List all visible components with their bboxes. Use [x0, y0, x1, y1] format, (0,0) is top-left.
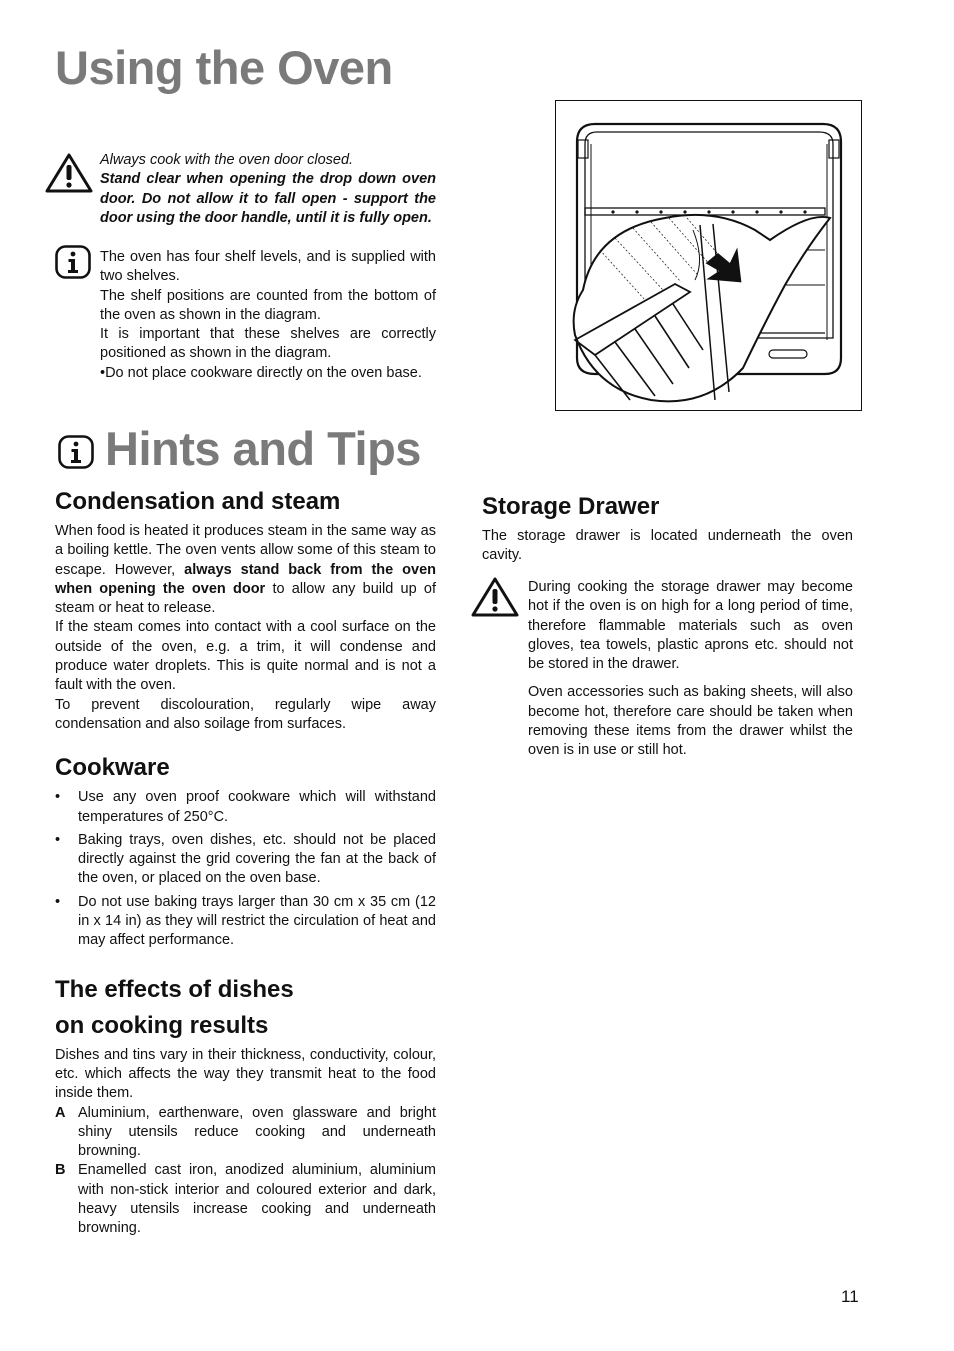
storage-warning-p2: Oven accessories such as baking sheets, will also become hot, therefore care should be taken when removing these items from the drawer whilst the oven is in use or still hot.: [528, 684, 853, 759]
warning-line-door: Stand clear when opening the drop down oven door. Do not allow it to fall open - support the door using the door handle, until it is fully open.: [100, 171, 436, 226]
list-item: [55, 1161, 436, 1238]
oven-shelf-diagram: [555, 100, 862, 411]
bullet-glyph: •: [55, 789, 61, 806]
warning-triangle-icon: [45, 153, 93, 193]
list-item: [55, 893, 436, 951]
storage-warning: [528, 578, 853, 761]
page-title-hints: Hints and Tips: [105, 422, 421, 475]
info-icon: [58, 435, 94, 469]
storage-heading: Storage Drawer: [482, 493, 660, 520]
effects-item-text: Enamelled cast iron, anodized aluminium, aluminium with non-stick interior and coloured exterior and dark, heavy utensils increase cooking and underneath browning.: [78, 1162, 436, 1237]
condensation-paragraph-3: To prevent discolouration, regularly wipe away condensation and also soilage from surfaces.: [55, 696, 436, 732]
condensation-paragraph-1: [55, 522, 436, 618]
shelf-info-p1: The oven has four shelf levels, and is supplied with two shelves.: [100, 249, 436, 285]
left-column: [55, 484, 436, 1239]
condensation-text-bold: always stand back from the oven when opening the oven door: [55, 561, 436, 597]
info-icon: [55, 245, 91, 279]
condensation-paragraph-2: If the steam comes into contact with a cool surface on the outside of the oven, e.g. a trim, it will condense and produce water droplets. This is quite normal and is not a fault with the oven.: [55, 619, 436, 694]
condensation-heading: Condensation and steam: [55, 488, 341, 515]
storage-warning-p1: During cooking the storage drawer may become hot if the oven is on high for a long period of time, therefore flammable materials such as oven gloves, tea towels, plastic aprons etc. should not be stored in the drawer.: [528, 579, 853, 673]
page-number: 11: [841, 1287, 859, 1306]
list-item: [55, 831, 436, 889]
bullet-glyph: •: [55, 893, 61, 910]
shelf-info-p2: The shelf positions are counted from the bottom of the oven as shown in the diagram.: [100, 287, 436, 323]
item-letter: B: [55, 1162, 66, 1179]
effects-item-text: Aluminium, earthenware, oven glassware and bright shiny utensils reduce cooking and underneath browning.: [78, 1104, 436, 1160]
shelf-info: [100, 248, 436, 383]
cookware-item-text: Use any oven proof cookware which will withstand temperatures of 250°C.: [78, 789, 436, 825]
shelf-info-p4: •Do not place cookware directly on the oven base.: [100, 364, 422, 381]
shelf-info-p3: It is important that these shelves are correctly positioned as shown in the diagram.: [100, 326, 436, 362]
warning-triangle-icon: [471, 577, 519, 617]
cookware-list: [55, 788, 436, 950]
storage-intro: The storage drawer is located underneath the oven cavity.: [482, 528, 853, 564]
oven-door-warning: [100, 151, 436, 228]
effects-intro: Dishes and tins vary in their thickness, conductivity, colour, etc. which affects the way they transmit heat to the food inside them.: [55, 1046, 436, 1102]
cookware-item-text: Do not use baking trays larger than 30 cm x 35 cm (12 in x 14 in) as they will restrict the circulation of heat and may affect performance.: [78, 893, 436, 949]
bullet-glyph: •: [55, 831, 61, 848]
right-column: [482, 489, 853, 566]
condensation-text-b: to allow any build up of steam or heat to release.: [55, 580, 437, 617]
effects-heading-line-1: The effects of dishes: [55, 975, 294, 1003]
page-title-oven: Using the Oven: [55, 41, 393, 94]
warning-line-closed: Always cook with the oven door closed.: [100, 152, 354, 168]
cookware-item-text: Baking trays, oven dishes, etc. should not be placed directly against the grid covering the fan at the back of the oven, or placed on the oven base.: [78, 831, 436, 887]
item-letter: A: [55, 1104, 66, 1121]
list-item: [55, 1104, 436, 1162]
cookware-heading: Cookware: [55, 754, 170, 782]
effects-heading-line-2: on cooking results: [55, 1011, 269, 1039]
condensation-text-a: When food is heated it produces steam in the same way as a boiling kettle. The oven vents allow some of this steam to escape. However,: [55, 523, 436, 578]
list-item: [55, 788, 436, 827]
